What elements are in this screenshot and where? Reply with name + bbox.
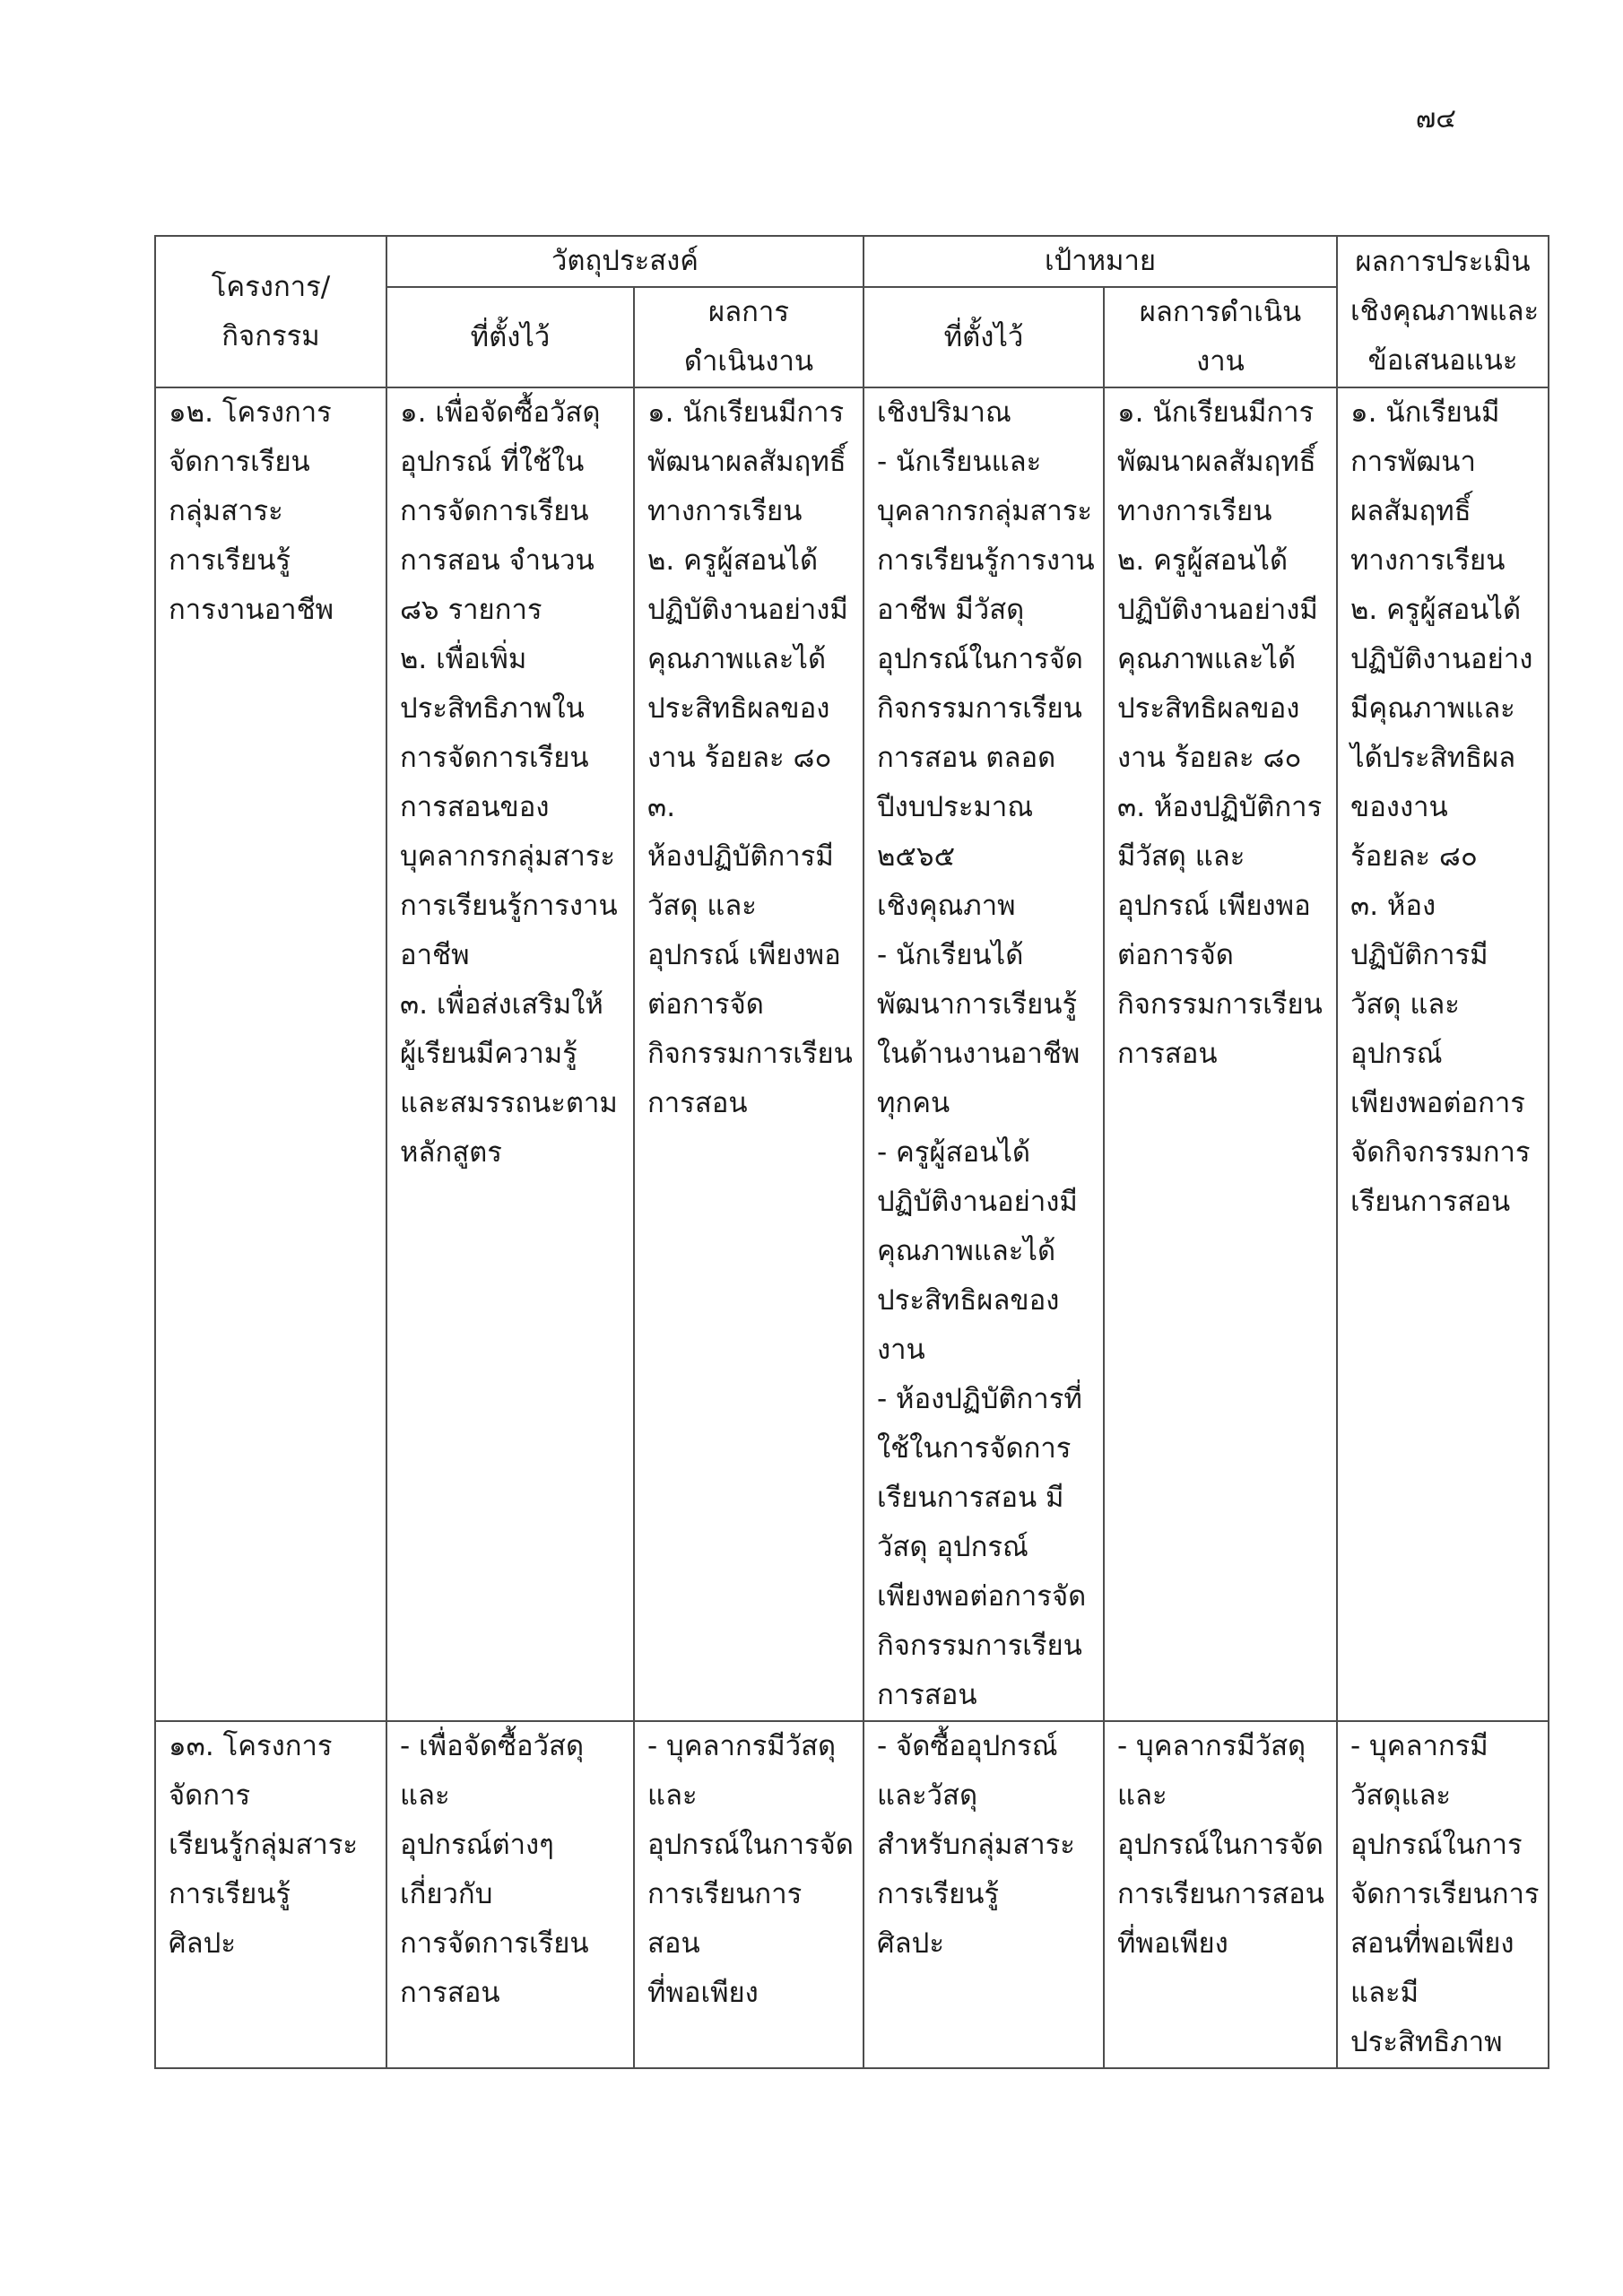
header-objectives-set: ที่ตั้งไว้ [386,287,634,387]
cell-line: - บุคลากรมี [1350,1730,1488,1762]
cell-line: อาชีพ [400,939,470,971]
cell-line: - บุคลากรมีวัสดุ [647,1730,837,1762]
cell-line: อุปกรณ์ต่างๆ [400,1829,554,1861]
cell-line: ๓. เพื่อส่งเสริมให้ [400,988,603,1021]
cell-line: เชิงคุณภาพ [877,890,1016,922]
cell-line: ๓. ห้อง [1350,890,1436,922]
header-objectives: วัตถุประสงค์ [386,236,864,287]
cell-line: การจัดการเรียน [400,495,589,527]
cell-line: การเรียนการสอน [1117,1878,1324,1910]
header-targets-set: ที่ตั้งไว้ [864,287,1104,387]
cell-line: ที่พอเพียง [647,1977,759,2009]
cell-targets-result [1104,387,1337,1721]
cell-line: กิจกรรมการเรียน [877,692,1082,725]
cell-line: - เพื่อจัดซื้อวัสดุ [400,1730,585,1762]
cell-line: การงานอาชีพ [169,594,334,626]
cell-line: ต่อการจัด [1117,939,1234,971]
header-targets-result: ผลการดำเนินงาน [1104,287,1337,387]
cell-line: ประสิทธิผลของ [877,1284,1060,1317]
cell-line: การสอน [400,1977,500,2009]
cell-line: วัสดุ และ [647,890,757,922]
table-row [155,387,1549,1721]
cell-line: เรียนการสอน [1350,1186,1511,1218]
cell-line: ปฏิบัติงานอย่างมี [1117,594,1318,626]
cell-line: เชิงปริมาณ [877,396,1011,429]
cell-line: จัดการเรียนการ [1350,1878,1540,1910]
cell-line: อุปกรณ์ในการจัด [877,643,1083,675]
cell-line: อุปกรณ์ในการจัด [647,1829,854,1861]
cell-line: ๑๒. โครงการ [169,396,332,429]
cell-line: พัฒนาการเรียนรู้ [877,988,1078,1021]
cell-line: - นักเรียนและ [877,446,1042,478]
cell-line: มีคุณภาพและ [1350,692,1515,725]
cell-line: ผู้เรียนมีความรู้ [400,1038,577,1070]
cell-line: การสอนของ [400,791,550,823]
cell-line: อุปกรณ์ เพียงพอ [1117,890,1311,922]
cell-line: ๘๖ รายการ [400,594,542,626]
cell-objectives-result [634,387,864,1721]
cell-line: มีวัสดุ และ [1117,840,1245,873]
header-evaluation [1337,236,1549,387]
cell-line: การเรียนรู้ [169,544,291,577]
cell-line: ๑๓. โครงการ [169,1730,333,1762]
cell-line: หลักสูตร [400,1136,502,1169]
cell-line: และ [1117,1779,1167,1812]
cell-line: วัสดุและ [1350,1779,1452,1812]
cell-line: ได้ประสิทธิผล [1350,742,1516,774]
cell-objectives-set [386,387,634,1721]
cell-line: งาน ร้อยละ ๘๐ [1117,742,1302,774]
cell-line: การเรียนการ [647,1878,803,1910]
cell-line: ๓. [647,791,676,823]
cell-line: คุณภาพและได้ [1117,643,1297,675]
cell-line: วัสดุ อุปกรณ์ [877,1531,1028,1563]
cell-line: การสอน จำนวน [400,544,595,577]
cell-line: ศิลปะ [169,1927,237,1960]
cell-line: ๑. นักเรียนมีการ [1117,396,1315,429]
cell-line: และ [647,1779,698,1812]
cell-line: ดำเนินงาน [683,345,814,378]
cell-line: ๑. นักเรียนมี [1350,396,1500,429]
cell-line: กิจกรรมการเรียน [877,1630,1082,1662]
cell-project [155,387,386,1721]
cell-line: บุคลากรกลุ่มสาระ [877,495,1093,527]
cell-line: ทางการเรียน [1117,495,1272,527]
cell-line: และสมรรถนะตาม [400,1087,618,1119]
cell-line: กิจกรรมการเรียน [647,1038,853,1070]
cell-line: ร้อยละ ๘๐ [1350,840,1478,873]
cell-line: ผลการประเมิน [1355,246,1531,278]
cell-objectives-set [386,1721,634,2068]
cell-line: ในด้านงานอาชีพ [877,1038,1081,1070]
cell-line: การสอน ตลอด [877,742,1056,774]
cell-line: - นักเรียนได้ [877,939,1024,971]
cell-line: ๒. ครูผู้สอนได้ [1350,594,1522,626]
cell-line: เกี่ยวกับ [400,1878,493,1910]
cell-line: กิจกรรมการเรียน [1117,988,1323,1021]
table-row [155,1721,1549,2068]
cell-line: ประสิทธิผลของ [647,692,830,725]
cell-line: ต่อการจัด [647,988,764,1021]
cell-line: พัฒนาผลสัมฤทธิ์ [1117,446,1316,478]
cell-line: บุคลากรกลุ่มสาระ [400,840,616,873]
cell-line: การเรียนรู้ [169,1878,291,1910]
cell-line: การพัฒนา [1350,446,1476,478]
cell-line: สำหรับกลุ่มสาระ [877,1829,1075,1861]
page-number: ๗๔ [1415,103,1456,135]
cell-evaluation [1337,387,1549,1721]
cell-line: ปฏิบัติการมี [1350,939,1488,971]
cell-line: - ห้องปฏิบัติการที่ [877,1383,1082,1415]
cell-objectives-result [634,1721,864,2068]
cell-line: อาชีพ มีวัสดุ [877,594,1025,626]
cell-line: สอน [647,1927,700,1960]
cell-line: การเรียนรู้การงาน [877,544,1095,577]
cell-line: การสอน [877,1679,977,1711]
cell-line: ปฏิบัติงานอย่าง [1350,643,1533,675]
cell-line: เชิงคุณภาพและ [1350,295,1540,327]
cell-line: งาน ร้อยละ ๘๐ [647,742,832,774]
cell-line: - บุคลากรมีวัสดุ [1117,1730,1306,1762]
cell-line: ทุกคน [877,1087,950,1119]
cell-line: ๒๕๖๕ [877,840,956,873]
cell-line: ทางการเรียน [1350,544,1506,577]
cell-line: ประสิทธิภาพใน [400,692,585,725]
cell-line: - ครูผู้สอนได้ [877,1136,1031,1169]
cell-line: กลุ่มสาระ [169,495,283,527]
cell-line: อุปกรณ์ในการ [1350,1829,1523,1861]
cell-line: ๑. นักเรียนมีการ [647,396,845,429]
cell-line: ประสิทธิผลของ [1117,692,1300,725]
cell-line: ๒. เพื่อเพิ่ม [400,643,527,675]
cell-targets-set [864,387,1104,1721]
cell-line: ๒. ครูผู้สอนได้ [647,544,819,577]
cell-line: คุณภาพและได้ [647,643,827,675]
cell-line: เพียงพอต่อการ [1350,1087,1525,1119]
cell-line: กิจกรรม [221,319,320,352]
cell-line: ผลสัมฤทธิ์ [1350,495,1471,527]
header-project [155,236,386,387]
header-objectives-result [634,287,864,387]
cell-line: งาน [877,1334,925,1366]
cell-line: อุปกรณ์ [1350,1038,1443,1070]
cell-line: จัดการ [169,1779,251,1812]
cell-line: ๒. ครูผู้สอนได้ [1117,544,1289,577]
cell-line: และ [400,1779,450,1812]
cell-line: และมี [1350,1977,1419,2009]
cell-line: โครงการ/ [211,270,331,303]
cell-line: พัฒนาผลสัมฤทธิ์ [647,446,846,478]
cell-line: ห้องปฏิบัติการมี [647,840,834,873]
cell-line: ของงาน [1350,791,1448,823]
cell-evaluation [1337,1721,1549,2068]
cell-line: จัดกิจกรรมการ [1350,1136,1531,1169]
cell-line: ปีงบประมาณ [877,791,1034,823]
cell-line: จัดการเรียน [169,446,310,478]
cell-line: ศิลปะ [877,1927,945,1960]
project-report-table [154,235,1549,2069]
cell-targets-set [864,1721,1104,2068]
cell-line: และวัสดุ [877,1779,978,1812]
cell-line: วัสดุ และ [1350,988,1460,1021]
cell-line: ๓. ห้องปฏิบัติการ [1117,791,1323,823]
cell-line: ปฏิบัติงานอย่างมี [647,594,848,626]
cell-line: ใช้ในการจัดการ [877,1432,1072,1465]
header-targets: เป้าหมาย [864,236,1337,287]
cell-line: อุปกรณ์ เพียงพอ [647,939,841,971]
cell-line: การจัดการเรียน [400,1927,589,1960]
cell-targets-result [1104,1721,1337,2068]
cell-line: ๑. เพื่อจัดซื้อวัสดุ [400,396,601,429]
cell-line: อุปกรณ์ ที่ใช้ใน [400,446,585,478]
cell-line: ผลการ [708,296,789,328]
cell-line: การสอน [647,1087,748,1119]
cell-line: สอนที่พอเพียง [1350,1927,1515,1960]
cell-line: เรียนการสอน มี [877,1482,1064,1514]
cell-line: ที่พอเพียง [1117,1927,1228,1960]
cell-line: ข้อเสนอแนะ [1367,344,1518,377]
cell-line: การจัดการเรียน [400,742,589,774]
cell-line: ประสิทธิภาพ [1350,2026,1503,2058]
cell-project [155,1721,386,2068]
cell-line: ทางการเรียน [647,495,803,527]
cell-line: ปฏิบัติงานอย่างมี [877,1186,1078,1218]
cell-line: เรียนรู้กลุ่มสาระ [169,1829,359,1861]
cell-line: การเรียนรู้การงาน [400,890,618,922]
cell-line: เพียงพอต่อการจัด [877,1580,1087,1613]
cell-line: อุปกรณ์ในการจัด [1117,1829,1324,1861]
cell-line: คุณภาพและได้ [877,1235,1056,1267]
cell-line: การสอน [1117,1038,1218,1070]
cell-line: การเรียนรู้ [877,1878,1000,1910]
cell-line: - จัดซื้ออุปกรณ์ [877,1730,1058,1762]
